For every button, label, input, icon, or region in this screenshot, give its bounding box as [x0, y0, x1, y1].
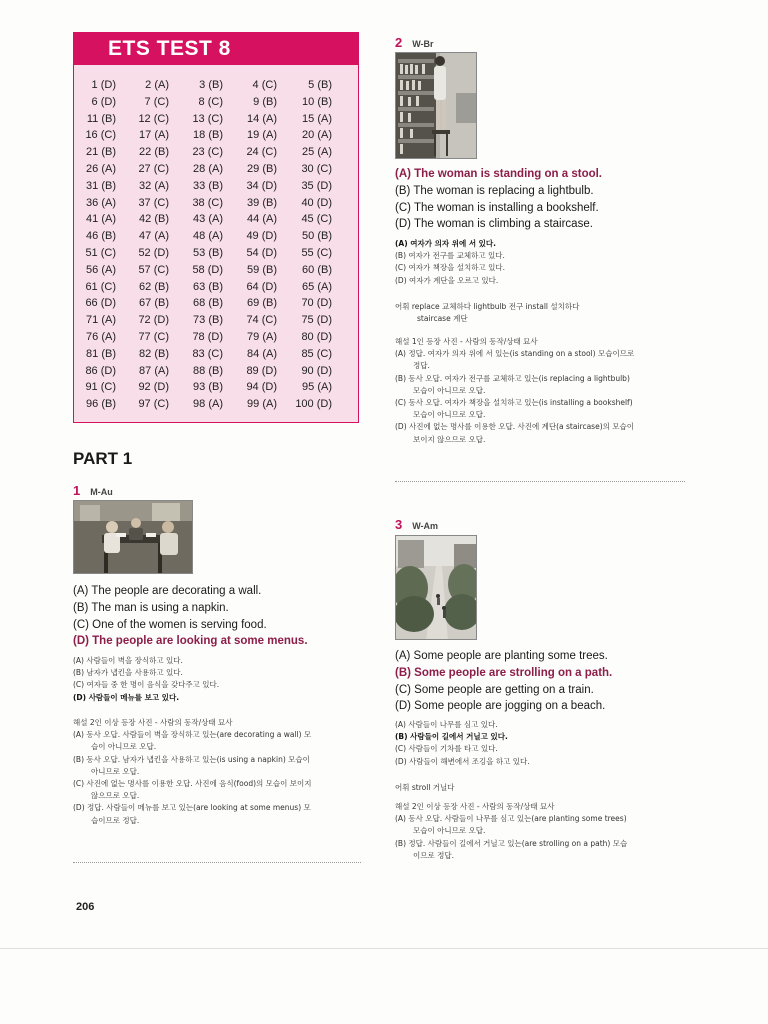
explanation-line: 모습이 아니므로 오답.: [413, 385, 486, 395]
answer-key-cell: 95 (A): [302, 381, 332, 394]
answer-key-cell: 11 (B): [86, 112, 116, 125]
question-2-translations: [395, 238, 505, 287]
page-edge: [0, 948, 768, 949]
answer-key-cell: 92 (D): [138, 381, 169, 394]
answer-key-cell: 50 (B): [302, 230, 332, 243]
answer-key-cell: 38 (C): [192, 196, 223, 209]
translation-line: (B) 사람들이 길에서 거닐고 있다.: [395, 732, 508, 742]
answer-key-cell: 85 (C): [301, 347, 332, 360]
answer-key-cell: 76 (A): [86, 330, 116, 343]
divider: [395, 481, 685, 482]
answer-key-cell: 24 (C): [246, 146, 277, 159]
answer-key-cell: 23 (C): [192, 146, 223, 159]
answer-key-cell: 36 (A): [86, 196, 116, 209]
answer-key-cell: 37 (C): [138, 196, 169, 209]
answer-key-row: [74, 312, 360, 329]
answer-option: (C) The woman is installing a bookshelf.: [395, 201, 599, 214]
answer-key-cell: 58 (D): [192, 263, 223, 276]
answer-key-cell: 22 (B): [139, 146, 169, 159]
translation-line: (A) 사람들이 벽을 장식하고 있다.: [73, 656, 183, 665]
translation-line: (C) 사람들이 기차를 타고 있다.: [395, 744, 498, 754]
answer-key-cell: 44 (A): [247, 213, 277, 226]
explanation-line: 않으므로 오답.: [91, 791, 140, 801]
question-3-explanation: [395, 801, 627, 862]
answer-option: (B) Some people are strolling on a path.: [395, 666, 613, 679]
question-2-vocabulary: [395, 301, 579, 325]
vocabulary-line: staircase 계단: [417, 314, 468, 324]
question-3-vocabulary: [395, 782, 455, 794]
answer-key-cell: 94 (D): [246, 381, 277, 394]
explanation-line: 해설 2인 이상 등장 사진 - 사람의 동작/상태 묘사: [395, 802, 555, 811]
answer-key-cell: 82 (B): [139, 347, 169, 360]
answer-key-cell: 55 (C): [301, 246, 332, 259]
answer-key-cell: 10 (B): [302, 95, 332, 108]
answer-option: (A) The woman is standing on a stool.: [395, 168, 603, 180]
answer-key-cell: 7 (C): [144, 95, 169, 108]
divider: [73, 862, 361, 863]
explanation-line: 습이므로 정답.: [91, 815, 140, 825]
answer-key-cell: 13 (C): [192, 112, 223, 125]
answer-key-cell: 60 (B): [302, 263, 332, 276]
explanation-line: 모습이 아니므로 오답.: [413, 826, 486, 836]
question-1-translations: [73, 655, 219, 704]
answer-key-cell: 8 (C): [198, 95, 223, 108]
answer-key-row: [74, 94, 360, 111]
question-2-header: [395, 32, 434, 48]
answer-key-box: [73, 32, 359, 423]
answer-key-cell: 80 (D): [301, 330, 332, 343]
explanation-line: (A) 정답. 여자가 의자 위에 서 있는(is standing on a stool) 모습이므로: [395, 349, 635, 359]
answer-key-cell: 35 (D): [301, 179, 332, 192]
answer-key-cell: 40 (D): [301, 196, 332, 209]
answer-key-cell: 73 (B): [193, 314, 223, 327]
explanation-line: (A) 동사 오답. 사람들이 나무를 심고 있는(are planting some trees): [395, 814, 627, 824]
park-path-photo: [395, 535, 477, 640]
answer-option: (D) The people are looking at some menus.: [73, 635, 308, 648]
answer-key-cell: 87 (A): [139, 364, 169, 377]
explanation-line: 습이 아니므로 오답.: [91, 742, 157, 752]
answer-key-cell: 96 (B): [86, 398, 116, 411]
answer-option: (A) The people are decorating a wall.: [73, 585, 262, 597]
answer-key-cell: 51 (C): [85, 246, 116, 259]
question-1-options: [73, 583, 308, 650]
translation-line: (A) 사람들이 나무를 심고 있다.: [395, 720, 498, 729]
answer-key-cell: 9 (B): [253, 95, 277, 108]
explanation-line: 해설 1인 등장 사진 - 사람의 동작/상태 묘사: [395, 337, 538, 346]
answer-key-cell: 1 (D): [91, 79, 116, 91]
answer-key-cell: 29 (B): [247, 162, 277, 175]
answer-key-row: [74, 195, 360, 212]
answer-key-row: [74, 228, 360, 245]
explanation-line: (B) 동사 오답. 여자가 전구를 교체하고 있는(is replacing a lightbulb): [395, 373, 630, 383]
speaker-label: W-Am: [412, 521, 439, 531]
answer-key-cell: 14 (A): [247, 112, 277, 125]
answer-key-cell: 20 (A): [302, 129, 332, 142]
answer-key-cell: 25 (A): [302, 146, 332, 159]
answer-key-row: [74, 346, 360, 363]
explanation-line: (D) 사진에 없는 명사를 이용한 오답. 사진에 계단(a staircase)의 모습이: [395, 422, 634, 432]
translation-line: (C) 여자가 책장을 설치하고 있다.: [395, 263, 505, 273]
answer-key-cell: 69 (B): [247, 297, 277, 310]
answer-key-cell: 61 (C): [85, 280, 116, 293]
answer-key-row: [74, 262, 360, 279]
answer-key-cell: 75 (D): [301, 314, 332, 327]
answer-key-cell: 98 (A): [193, 398, 223, 411]
answer-key-cell: 86 (D): [85, 364, 116, 377]
answer-key-cell: 42 (B): [139, 213, 169, 226]
answer-key-cell: 49 (D): [246, 230, 277, 243]
answer-key-row: [74, 111, 360, 128]
question-1-explanation: [73, 717, 311, 827]
answer-option: (B) The man is using a napkin.: [73, 601, 229, 614]
answer-key-row: [74, 279, 360, 296]
answer-key-cell: 16 (C): [85, 129, 116, 142]
answer-key-cell: 30 (C): [301, 162, 332, 175]
answer-key-cell: 46 (B): [86, 230, 116, 243]
translation-line: (D) 사람들이 메뉴를 보고 있다.: [73, 692, 180, 702]
answer-key-cell: 15 (A): [302, 112, 332, 125]
answer-key-cell: 41 (A): [86, 213, 116, 226]
answer-key-cell: 47 (A): [139, 230, 169, 243]
answer-key-cell: 71 (A): [86, 314, 116, 327]
answer-key-row: [74, 144, 360, 161]
answer-key-cell: 67 (B): [139, 297, 169, 310]
answer-key-cell: 91 (C): [85, 381, 116, 394]
answer-key-cell: 70 (D): [301, 297, 332, 310]
answer-key-cell: 65 (A): [302, 280, 332, 293]
explanation-line: (D) 정답. 사람들이 메뉴를 보고 있는(are looking at some menus) 모: [73, 803, 311, 813]
answer-key-cell: 5 (B): [308, 79, 332, 91]
answer-key-header: [74, 33, 358, 65]
answer-key-cell: 59 (B): [247, 263, 277, 276]
question-number: 3: [395, 517, 403, 532]
question-1-header: [73, 480, 113, 496]
answer-key-cell: 100 (D): [295, 398, 332, 411]
answer-key-cell: 33 (B): [193, 179, 223, 192]
explanation-line: 이므로 정답.: [413, 850, 454, 860]
answer-option: (C) One of the women is serving food.: [73, 618, 267, 631]
answer-key-cell: 43 (A): [193, 213, 223, 226]
explanation-line: (C) 동사 오답. 여자가 책장을 설치하고 있는(is installing a bookshelf): [395, 398, 633, 408]
answer-key-cell: 88 (B): [193, 364, 223, 377]
answer-key-cell: 97 (C): [138, 398, 169, 411]
answer-key-cell: 31 (B): [86, 179, 116, 192]
answer-key-row: [74, 161, 360, 178]
answer-key-cell: 39 (B): [247, 196, 277, 209]
translation-line: (D) 사람들이 해변에서 조깅을 하고 있다.: [395, 756, 530, 766]
answer-key-cell: 12 (C): [138, 112, 169, 125]
restaurant-photo: [73, 500, 193, 574]
answer-key-cell: 6 (D): [91, 95, 116, 108]
answer-key-cell: 72 (D): [138, 314, 169, 327]
answer-key-cell: 52 (D): [138, 246, 169, 259]
answer-key-cell: 26 (A): [86, 162, 116, 175]
question-2-options: [395, 166, 602, 233]
answer-key-cell: 99 (A): [247, 398, 277, 411]
answer-key-cell: 19 (A): [247, 129, 277, 142]
answer-key-cell: 32 (A): [139, 179, 169, 192]
question-number: 2: [395, 35, 403, 50]
answer-option: (B) The woman is replacing a lightbulb.: [395, 184, 594, 197]
answer-option: (D) The woman is climbing a staircase.: [395, 218, 593, 231]
speaker-label: W-Br: [412, 39, 434, 49]
explanation-line: (B) 동사 오답. 남자가 냅킨을 사용하고 있는(is using a napkin) 모습이: [73, 754, 310, 764]
explanation-line: 해설 2인 이상 등장 사진 - 사람의 동작/상태 묘사: [73, 718, 233, 727]
vocabulary-line: 어휘 stroll 거닐다: [395, 783, 455, 792]
answer-key-cell: 93 (B): [193, 381, 223, 394]
answer-option: (C) Some people are getting on a train.: [395, 683, 594, 696]
answer-key-row: [74, 178, 360, 195]
explanation-line: (A) 동사 오답. 사람들이 벽을 장식하고 있는(are decorating a wall) 모: [73, 730, 312, 740]
answer-key-row: [74, 379, 360, 396]
vocabulary-line: 어휘 replace 교체하다 lightbulb 전구 install 설치하다: [395, 302, 580, 311]
answer-key-cell: 21 (B): [86, 146, 116, 159]
question-3-translations: [395, 719, 530, 768]
translation-line: (A) 여자가 의자 위에 서 있다.: [395, 239, 497, 248]
answer-key-grid: [74, 77, 360, 413]
answer-key-cell: 83 (C): [192, 347, 223, 360]
answer-key-cell: 68 (B): [193, 297, 223, 310]
translation-line: (B) 남자가 냅킨을 사용하고 있다.: [73, 668, 183, 678]
answer-key-row: [74, 396, 360, 413]
answer-key-cell: 77 (C): [138, 330, 169, 343]
answer-key-cell: 53 (B): [193, 246, 223, 259]
answer-key-cell: 81 (B): [86, 347, 116, 360]
answer-key-cell: 34 (D): [246, 179, 277, 192]
answer-key-cell: 62 (B): [139, 280, 169, 293]
answer-key-row: [74, 245, 360, 262]
answer-key-cell: 54 (D): [246, 246, 277, 259]
question-3-options: [395, 648, 612, 715]
answer-key-cell: 90 (D): [301, 364, 332, 377]
page-number: 206: [76, 901, 95, 913]
answer-key-row: [74, 211, 360, 228]
answer-key-cell: 28 (A): [193, 162, 223, 175]
answer-key-row: [74, 329, 360, 346]
explanation-line: (B) 정답. 사람들이 길에서 거닐고 있는(are strolling on a path) 모습: [395, 838, 628, 848]
explanation-line: (C) 사진에 없는 명사를 이용한 오답. 사진에 음식(food)의 모습이 보이지: [73, 779, 312, 789]
explanation-line: 아니므로 오답.: [91, 766, 140, 776]
explanation-line: 보이지 않으므로 오답.: [413, 434, 486, 444]
answer-key-cell: 57 (C): [138, 263, 169, 276]
answer-key-cell: 84 (A): [247, 347, 277, 360]
answer-key-row: [74, 295, 360, 312]
answer-key-cell: 89 (D): [246, 364, 277, 377]
question-3-header: [395, 514, 438, 530]
answer-key-cell: 17 (A): [139, 129, 169, 142]
answer-key-cell: 2 (A): [145, 79, 169, 91]
answer-key-row: [74, 127, 360, 144]
library-photo: [395, 52, 477, 159]
answer-key-cell: 78 (D): [192, 330, 223, 343]
part-title: PART 1: [73, 449, 133, 468]
speaker-label: M-Au: [90, 487, 113, 497]
answer-key-title: ETS TEST 8: [108, 37, 231, 60]
answer-key-cell: 74 (C): [246, 314, 277, 327]
translation-line: (B) 여자가 전구를 교체하고 있다.: [395, 251, 505, 261]
answer-option: (D) Some people are jogging on a beach.: [395, 700, 606, 713]
answer-key-cell: 63 (B): [193, 280, 223, 293]
answer-key-cell: 79 (A): [247, 330, 277, 343]
answer-key-cell: 27 (C): [138, 162, 169, 175]
answer-key-cell: 64 (D): [246, 280, 277, 293]
answer-key-row: [74, 77, 360, 94]
answer-key-cell: 18 (B): [193, 129, 223, 142]
answer-key-cell: 45 (C): [301, 213, 332, 226]
explanation-line: 정답.: [413, 361, 430, 371]
explanation-line: 모습이 아니므로 오답.: [413, 410, 486, 420]
answer-key-row: [74, 363, 360, 380]
translation-line: (C) 여자들 중 한 명이 음식을 갖다주고 있다.: [73, 680, 220, 690]
answer-key-cell: 56 (A): [86, 263, 116, 276]
answer-option: (A) Some people are planting some trees.: [395, 650, 608, 662]
translation-line: (D) 여자가 계단을 오르고 있다.: [395, 275, 499, 285]
answer-key-cell: 3 (B): [199, 79, 223, 91]
answer-key-cell: 48 (A): [193, 230, 223, 243]
answer-key-cell: 4 (C): [252, 79, 277, 91]
question-2-explanation: [395, 336, 634, 446]
question-number: 1: [73, 483, 81, 498]
answer-key-cell: 66 (D): [85, 297, 116, 310]
